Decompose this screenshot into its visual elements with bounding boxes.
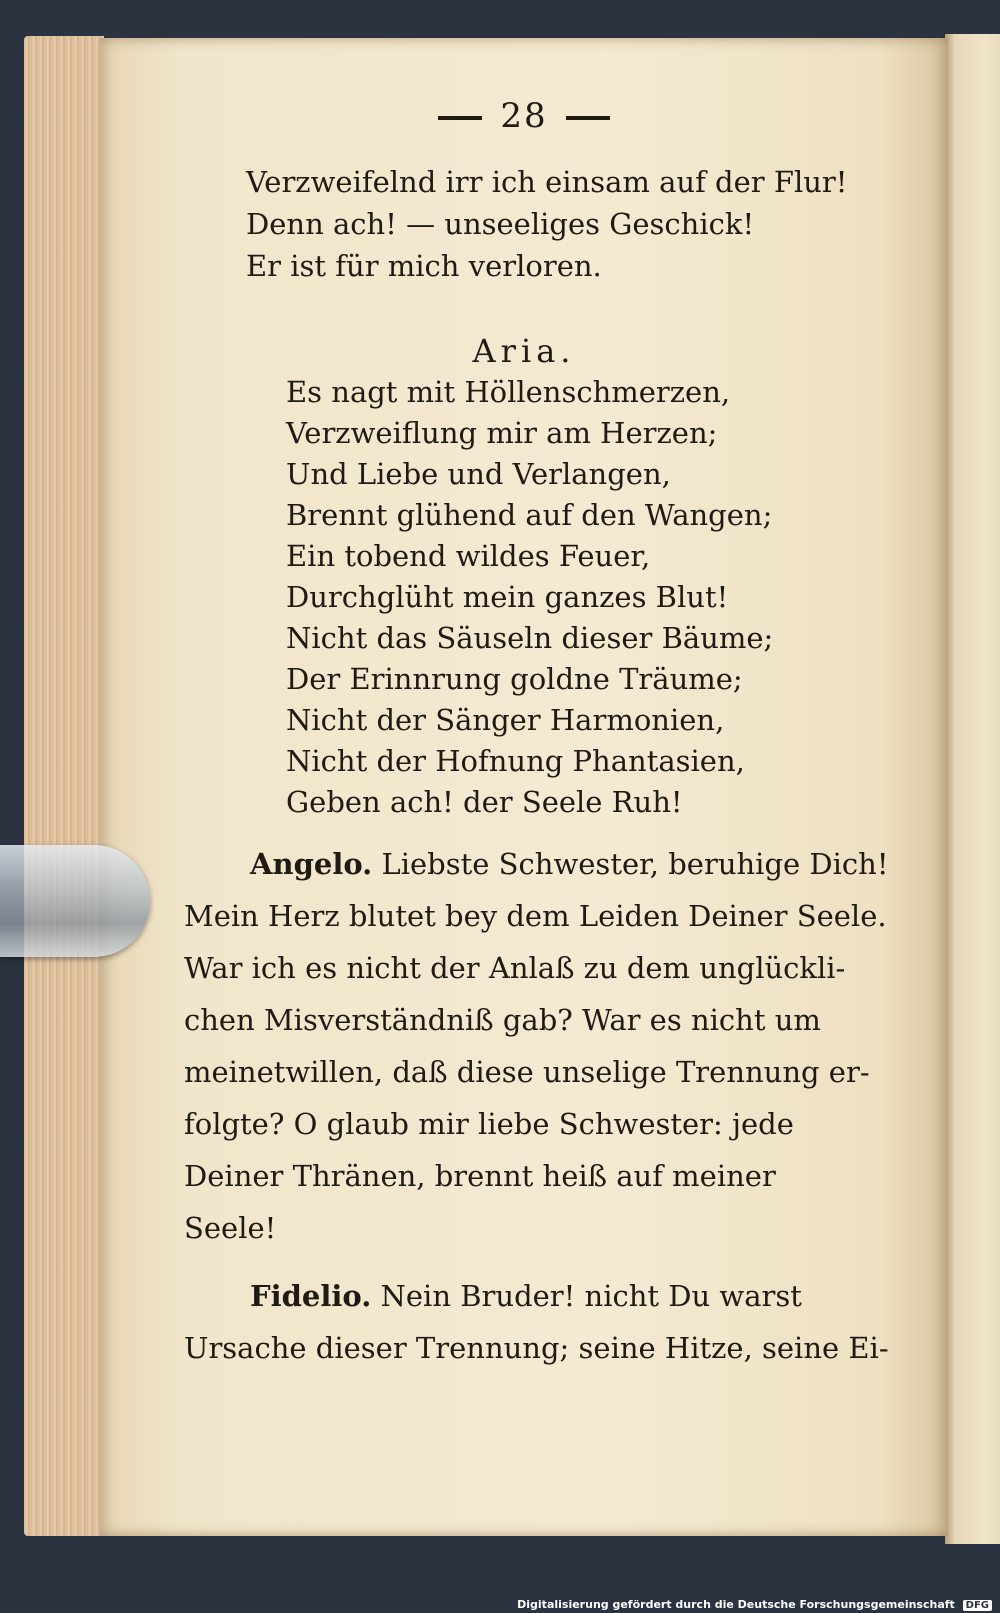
aria-line: Es nagt mit Höllenschmerzen, (286, 375, 731, 409)
angelo-line: meinetwillen, daß diese unselige Trennung er- (184, 1055, 870, 1089)
aria-line: Ein tobend wildes Feuer, (286, 539, 651, 573)
angelo-line: Seele! (184, 1211, 277, 1245)
aria-line: Nicht das Säuseln dieser Bäume; (286, 621, 774, 655)
aria-line: Der Erinnrung goldne Träume; (286, 662, 743, 696)
fidelio-text: Nein Bruder! nicht Du warst (380, 1279, 802, 1313)
page-number-text: 28 (500, 96, 548, 136)
aria-line: Nicht der Sänger Harmonien, (286, 703, 725, 737)
page-number-dash-left (438, 116, 482, 120)
footer-credit (517, 1598, 992, 1611)
dfg-logo: DFG (963, 1600, 992, 1611)
book-page (100, 38, 948, 1536)
intro-line: Verzweifelnd irr ich einsam auf der Flur! (246, 165, 848, 199)
aria-line: Nicht der Hofnung Phantasien, (286, 744, 745, 778)
page-clip-holder (0, 845, 150, 957)
aria-line: Brennt glühend auf den Wangen; (286, 498, 773, 532)
fidelio-line-first (250, 1279, 802, 1313)
speaker-fidelio: Fidelio. (250, 1279, 372, 1313)
page-number-dash-right (566, 116, 610, 120)
speaker-angelo: Angelo. (250, 847, 373, 881)
page-number (100, 96, 948, 136)
angelo-line: War ich es nicht der Anlaß zu dem unglückli- (184, 951, 846, 985)
book-page-edges-right (945, 34, 1000, 1544)
angelo-line: Mein Herz blutet bey dem Leiden Deiner Seele. (184, 899, 887, 933)
angelo-text: Liebste Schwester, beruhige Dich! (381, 847, 889, 881)
aria-title: Aria. (472, 332, 576, 370)
aria-line: Verzweiflung mir am Herzen; (286, 416, 718, 450)
angelo-line: folgte? O glaub mir liebe Schwester: jede (184, 1107, 794, 1141)
angelo-line: chen Misverständniß gab? War es nicht um (184, 1003, 821, 1037)
angelo-line-first (250, 847, 889, 881)
fidelio-line: Ursache dieser Trennung; seine Hitze, seine Ei- (184, 1331, 889, 1365)
aria-line: Durchglüht mein ganzes Blut! (286, 580, 729, 614)
intro-line: Er ist für mich verloren. (246, 249, 602, 283)
footer-text: Digitalisierung gefördert durch die Deutsche Forschungsgemeinschaft (517, 1598, 955, 1611)
angelo-line: Deiner Thränen, brennt heiß auf meiner (184, 1159, 776, 1193)
intro-line: Denn ach! — unseeliges Geschick! (246, 207, 755, 241)
aria-line: Und Liebe und Verlangen, (286, 457, 671, 491)
book-page-edges-left (24, 36, 104, 1536)
aria-line: Geben ach! der Seele Ruh! (286, 785, 683, 819)
